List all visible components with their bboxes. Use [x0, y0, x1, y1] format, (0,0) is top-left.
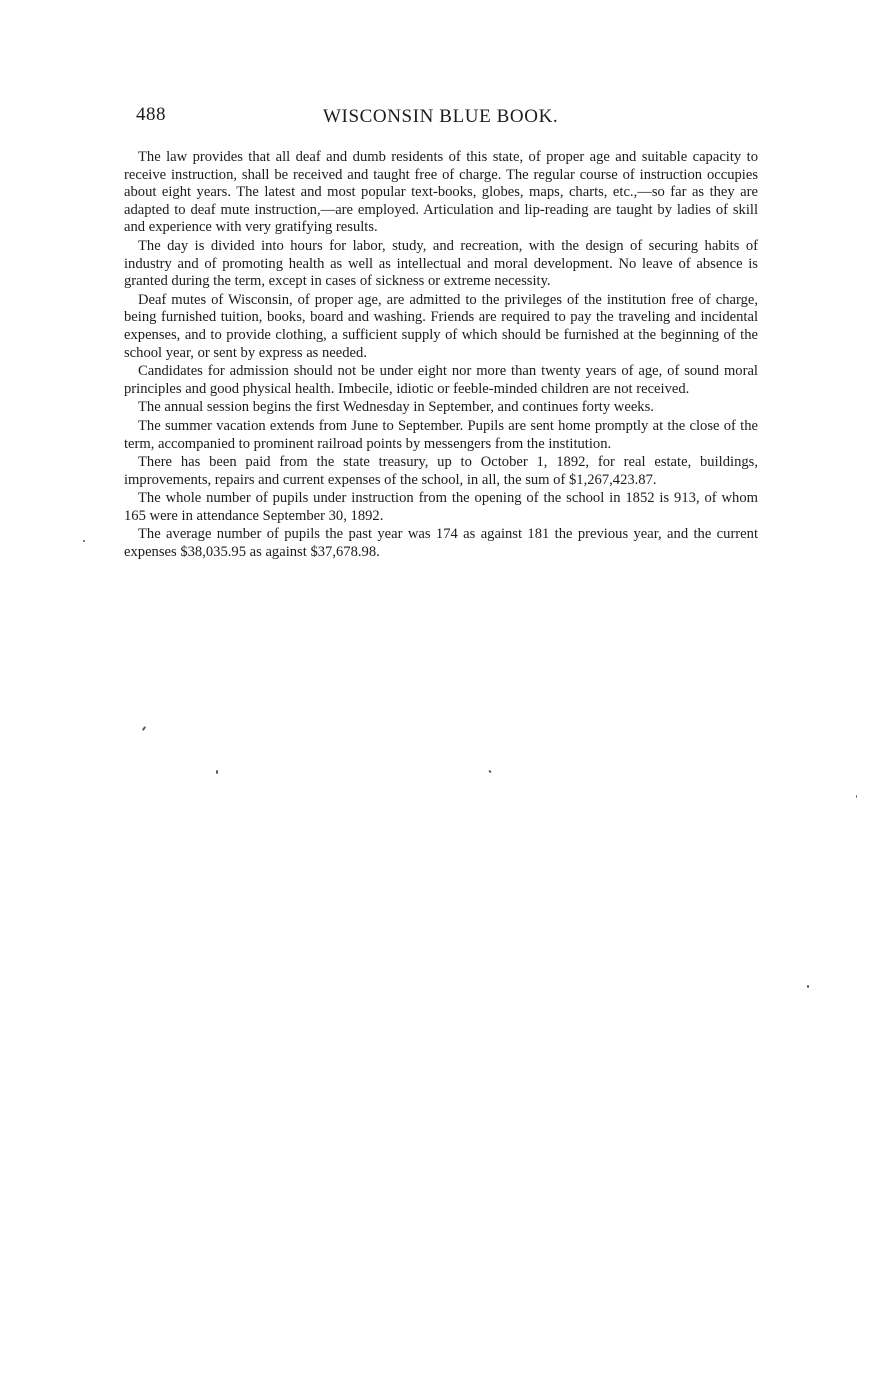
scan-speck — [488, 770, 491, 774]
paragraph-summer-vacation: The summer vacation extends from June to September. Pupils are sent home promptly at the close of the term, accompanied to prominent railroad points by messengers from the institution. — [124, 417, 758, 452]
paragraph-pupil-count: The whole number of pupils under instruction from the opening of the school in 1852 is 913, of whom 165 were in attendance September 30, 1892. — [124, 490, 758, 524]
page-header — [136, 104, 756, 132]
scan-speck — [216, 770, 218, 774]
scan-speck — [83, 540, 85, 542]
paragraph-daily-schedule: The day is divided into hours for labor, study, and recreation, with the design of securing habits of industry and of promoting health as well as intellectual and moral development. No leave of absence is granted during the term, except in cases of sickness or extreme necessity. — [124, 237, 758, 290]
body-text — [124, 149, 758, 563]
scan-speck — [856, 795, 857, 798]
paragraph-admission-policy: The law provides that all deaf and dumb residents of this state, of proper age and suitable capacity to receive instruction, shall be received and taught free of charge. The regular course of instruction occupies about eight years. The latest and most popular text-books, globes, maps, charts, etc.,—so far as they are adapted to deaf mute instruction,—are employed. Articulation and lip-reading are taught by ladies of skill and experience with very gratifying results. — [124, 149, 758, 236]
paragraph-average-pupils: The average number of pupils the past year was 174 as against 181 the previous year, and the current expenses $38,035.95 as against $37,678.98. — [124, 526, 758, 561]
running-title: WISCONSIN BLUE BOOK. — [323, 106, 559, 127]
paragraph-annual-session: The annual session begins the first Wednesday in September, and continues forty weeks. — [138, 399, 654, 416]
page-number: 488 — [136, 104, 166, 125]
paragraph-candidate-requirements: Candidates for admission should not be under eight nor more than twenty years of age, of sound moral principles and good physical health. Imbecile, idiotic or feeble-minded children are not received. — [124, 363, 758, 397]
paragraph-tuition-terms: Deaf mutes of Wisconsin, of proper age, are admitted to the privileges of the institution free of charge, being furnished tuition, books, board and washing. Friends are required to pay the traveling and incidental expenses, and to provide clothing, a sufficient supply of which should be furnished at the beginning of the school year, or sent by express as needed. — [124, 291, 758, 361]
scan-speck — [807, 985, 809, 988]
paragraph-state-treasury: There has been paid from the state treasury, up to October 1, 1892, for real estate, buildings, improvements, repairs and current expenses of the school, in all, the sum of $1,267,423.87. — [124, 454, 758, 488]
scan-speck — [142, 726, 147, 731]
